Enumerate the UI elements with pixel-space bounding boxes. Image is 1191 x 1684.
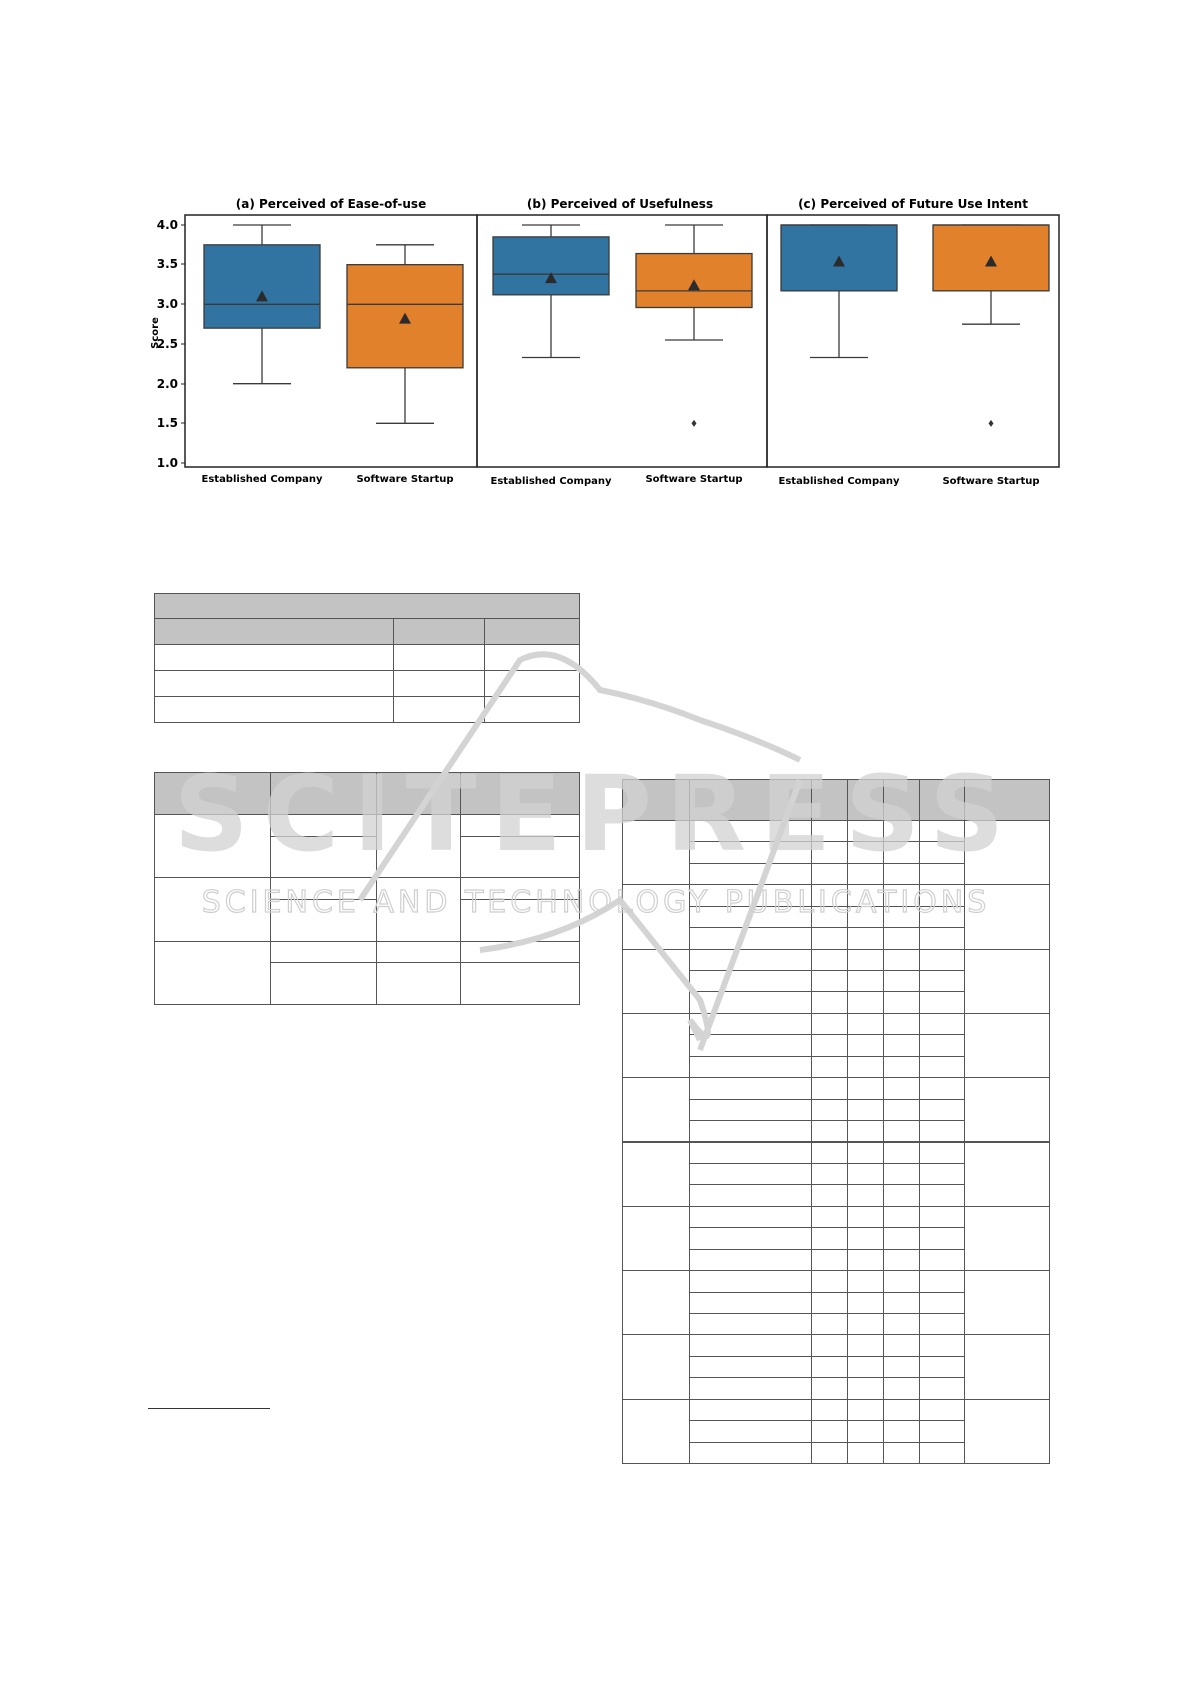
table-3-cell [689, 1013, 812, 1035]
panel-b-title: (b) Perceived of Usefulness [526, 197, 714, 211]
table-3-cell [883, 970, 920, 992]
table-2-cell [270, 877, 377, 900]
x-tick-label: Software Startup [356, 474, 454, 485]
table-3-group-cell [622, 1270, 690, 1335]
table-3-cell [919, 1249, 965, 1271]
table-2-cell [376, 814, 461, 878]
panel-a [150, 197, 477, 485]
table-3-header-cell [622, 779, 690, 821]
table-3-cell [883, 1249, 920, 1271]
table-3-cell [883, 1034, 920, 1056]
table-3-cell [883, 1270, 920, 1292]
table-3-group-cell [622, 884, 690, 949]
table-3-cell [883, 1206, 920, 1228]
table-2-group-cell [154, 814, 271, 878]
table-3-cell [847, 927, 884, 949]
table-2-cell [376, 962, 461, 1005]
table-3-cell [811, 820, 848, 842]
table-3-cell [883, 1077, 920, 1099]
table-2-cell [270, 836, 377, 878]
table-3-cell [689, 1334, 812, 1356]
x-tick-label: Established Company [778, 476, 900, 487]
table-3-cell [811, 884, 848, 906]
table-3-cell [919, 1356, 965, 1378]
table-2-header-cell [154, 772, 271, 815]
table-3-cell [811, 1120, 848, 1142]
table-3-header-cell [964, 779, 1050, 821]
panel-a-boxes [204, 225, 463, 423]
table-3-cell [811, 1334, 848, 1356]
watermark-subtext: SCIENCE AND TECHNOLOGY PUBLICATIONS [201, 885, 991, 920]
y-tick-label: 2.5 [156, 337, 178, 351]
table-2-cell [460, 941, 580, 963]
outlier-point [989, 420, 994, 427]
panel-c [767, 197, 1059, 487]
table-3-cell [689, 1163, 812, 1185]
table-3-cell [811, 1034, 848, 1056]
table-3-cell [964, 884, 1050, 949]
table-1-cell [154, 670, 394, 697]
table-3-group-cell [622, 820, 690, 885]
table-3-cell [811, 1249, 848, 1271]
table-3-cell [811, 1270, 848, 1292]
table-3-cell [689, 1227, 812, 1249]
table-2-header-cell [460, 772, 580, 815]
table-3-cell [811, 1142, 848, 1164]
table-3-cell [811, 1420, 848, 1442]
table-3-group-cell [622, 1142, 690, 1207]
y-tick-label: 1.5 [156, 416, 178, 430]
table-1-cell [393, 644, 485, 671]
table-3-cell [689, 1077, 812, 1099]
table-2-group-cell [154, 877, 271, 942]
table-3-cell [689, 970, 812, 992]
table-3-cell [811, 1377, 848, 1399]
table-3-cell [811, 1399, 848, 1421]
table-3-cell [689, 1034, 812, 1056]
table-3-header-cell [811, 779, 848, 821]
table-3-cell [883, 1056, 920, 1078]
table-3-cell [689, 1442, 812, 1464]
table-3-cell [883, 1120, 920, 1142]
y-tick-label: 2.0 [156, 377, 178, 391]
table-3-cell [847, 884, 884, 906]
table-3-cell [847, 1442, 884, 1464]
table-3-cell [689, 906, 812, 928]
table-3-cell [689, 1313, 812, 1335]
table-3-cell [811, 1056, 848, 1078]
table-3-cell [847, 1099, 884, 1121]
table-3-cell [847, 1313, 884, 1335]
table-3-cell [919, 1227, 965, 1249]
table-3-cell [689, 1292, 812, 1314]
table-3-cell [689, 1206, 812, 1228]
table-3-cell [811, 1356, 848, 1378]
table-3-cell [964, 820, 1050, 885]
table-3-cell [811, 1227, 848, 1249]
watermark-text: SCITEPRESS [173, 753, 1019, 875]
table-3-cell [689, 949, 812, 971]
table-3-group-cell [622, 1399, 690, 1464]
table-3-cell [847, 991, 884, 1013]
table-3-header-cell [689, 779, 812, 821]
table-3-cell [883, 991, 920, 1013]
table-2-cell [460, 836, 580, 878]
table-3-cell [847, 1356, 884, 1378]
table-2-cell [376, 941, 461, 963]
table-3-cell [689, 1120, 812, 1142]
table-3-cell [964, 1077, 1050, 1142]
table-3-cell [811, 1099, 848, 1121]
table-3-cell [919, 820, 965, 842]
table-3-cell [919, 1184, 965, 1206]
table-3-cell [919, 1120, 965, 1142]
table-2-cell [460, 962, 580, 1005]
table-3-cell [811, 927, 848, 949]
table-3-cell [964, 1399, 1050, 1464]
table-3-header-cell [847, 779, 884, 821]
table-3-cell [689, 1142, 812, 1164]
outlier-point [692, 420, 697, 427]
table-3-cell [847, 841, 884, 863]
table-3-cell [919, 1399, 965, 1421]
table-3-cell [847, 1077, 884, 1099]
table-3-cell [919, 1420, 965, 1442]
table-1-header-cell [484, 618, 580, 645]
table-2-cell [460, 814, 580, 837]
table-1-cell [393, 670, 485, 697]
table-3-cell [919, 1270, 965, 1292]
table-2-cell [270, 941, 377, 963]
table-3-cell [811, 1013, 848, 1035]
table-1-header-cell [154, 618, 394, 645]
table-3-cell [964, 1270, 1050, 1335]
y-tick-label: 3.0 [156, 297, 178, 311]
table-3-cell [689, 1184, 812, 1206]
table-3-cell [964, 1334, 1050, 1399]
table-3-cell [883, 1313, 920, 1335]
table-3-cell [847, 1377, 884, 1399]
table-3-cell [689, 1420, 812, 1442]
table-3-cell [883, 1442, 920, 1464]
table-3-cell [919, 1034, 965, 1056]
table-3-cell [811, 949, 848, 971]
table-3-cell [847, 1206, 884, 1228]
table-3-cell [689, 1056, 812, 1078]
table-3-cell [919, 1442, 965, 1464]
table-3-cell [689, 884, 812, 906]
table-3-cell [883, 1334, 920, 1356]
table-3-cell [847, 1120, 884, 1142]
table-3-cell [919, 949, 965, 971]
table-3-cell [689, 1249, 812, 1271]
table-3-cell [847, 1420, 884, 1442]
table-3-cell [847, 1270, 884, 1292]
table-3-cell [883, 1377, 920, 1399]
table-3-cell [883, 1292, 920, 1314]
table-3-cell [919, 1077, 965, 1099]
table-2-cell [270, 899, 377, 942]
table-2-cell [460, 877, 580, 900]
table-3-cell [883, 1399, 920, 1421]
table-3-cell [811, 1292, 848, 1314]
table-3-cell [847, 1227, 884, 1249]
table-3-cell [883, 841, 920, 863]
table-3-cell [883, 1163, 920, 1185]
table-3-cell [883, 1420, 920, 1442]
table-1-cell [154, 644, 394, 671]
panel-a-title: (a) Perceived of Ease-of-use [235, 197, 427, 211]
table-3-cell [883, 1184, 920, 1206]
panel-b-boxes [493, 225, 752, 427]
table-3-cell [883, 906, 920, 928]
table-3-cell [689, 991, 812, 1013]
table-2-cell [460, 899, 580, 942]
table-3-cell [811, 991, 848, 1013]
table-1-cell [393, 696, 485, 723]
table-3-cell [689, 927, 812, 949]
table-3-cell [919, 1099, 965, 1121]
table-3-cell [811, 841, 848, 863]
boxplot-figure [0, 0, 1191, 520]
table-3-cell [919, 1206, 965, 1228]
table-3-cell [919, 1313, 965, 1335]
table-3-cell [964, 1013, 1050, 1078]
table-3-cell [811, 1184, 848, 1206]
table-3-cell [689, 1099, 812, 1121]
table-1-header-cell [393, 618, 485, 645]
panel-b [477, 197, 767, 487]
panel-c-boxes [781, 225, 1049, 427]
x-tick-label: Software Startup [942, 476, 1040, 487]
table-2-cell [376, 877, 461, 942]
table-3-cell [847, 1184, 884, 1206]
x-tick-label: Established Company [201, 474, 323, 485]
footnote-rule [148, 1408, 270, 1409]
table-3-cell [811, 1077, 848, 1099]
table-3-cell [919, 1142, 965, 1164]
table-3-cell [689, 1399, 812, 1421]
table-3-cell [883, 1356, 920, 1378]
table-3-group-cell [622, 1206, 690, 1271]
table-3-cell [847, 970, 884, 992]
table-3-cell [919, 906, 965, 928]
table-3-cell [689, 841, 812, 863]
table-1-caption-row [154, 593, 580, 619]
table-3-cell [811, 1163, 848, 1185]
y-tick-label: 4.0 [156, 218, 178, 232]
table-3-cell [964, 1206, 1050, 1271]
table-2-header-cell [376, 772, 461, 815]
box-iqr [204, 245, 320, 328]
table-3-group-cell [622, 1013, 690, 1078]
table-3-cell [919, 927, 965, 949]
table-3-cell [919, 1163, 965, 1185]
table-3-cell [847, 1334, 884, 1356]
table-3-cell [919, 970, 965, 992]
table-3-cell [847, 1056, 884, 1078]
table-1-cell [484, 670, 580, 697]
table-3-cell [847, 1034, 884, 1056]
x-tick-label: Software Startup [645, 474, 743, 485]
table-3-group-cell [622, 1334, 690, 1399]
y-tick-label: 3.5 [156, 257, 178, 271]
table-3-cell [689, 863, 812, 885]
table-2-group-cell [154, 941, 271, 1005]
table-3-cell [883, 949, 920, 971]
table-1-cell [484, 644, 580, 671]
table-3-cell [847, 906, 884, 928]
table-1-cell [484, 696, 580, 723]
table-3-cell [883, 927, 920, 949]
table-3-cell [883, 1099, 920, 1121]
table-2-cell [270, 814, 377, 837]
table-3-cell [689, 820, 812, 842]
table-3-cell [883, 884, 920, 906]
table-3-cell [847, 1249, 884, 1271]
table-3-cell [964, 1142, 1050, 1207]
table-3-header-cell [919, 779, 965, 821]
table-3-cell [689, 1270, 812, 1292]
table-3-cell [811, 1442, 848, 1464]
table-3-cell [847, 1399, 884, 1421]
table-3-cell [847, 949, 884, 971]
table-3-cell [919, 1377, 965, 1399]
table-3-cell [919, 991, 965, 1013]
table-3-cell [883, 1142, 920, 1164]
table-3-cell [883, 863, 920, 885]
table-3-group-cell [622, 1077, 690, 1142]
table-3-cell [811, 1206, 848, 1228]
table-3-cell [919, 1013, 965, 1035]
table-3-cell [919, 1056, 965, 1078]
table-3-cell [919, 1334, 965, 1356]
table-3-cell [847, 863, 884, 885]
table-3-cell [964, 949, 1050, 1014]
panel-c-title: (c) Perceived of Future Use Intent [798, 197, 1028, 211]
table-3-cell [689, 1356, 812, 1378]
table-3-cell [811, 1313, 848, 1335]
table-3-cell [811, 906, 848, 928]
table-1-cell [154, 696, 394, 723]
table-3-cell [811, 970, 848, 992]
table-3-cell [689, 1377, 812, 1399]
table-2-cell [270, 962, 377, 1005]
table-2-header-cell [270, 772, 377, 815]
table-3-header-cell [883, 779, 920, 821]
table-3-group-cell [622, 949, 690, 1014]
table-3-cell [883, 1227, 920, 1249]
table-3-cell [919, 1292, 965, 1314]
table-3-cell [847, 1142, 884, 1164]
table-3-cell [847, 820, 884, 842]
box-iqr [493, 237, 609, 295]
table-3-cell [919, 884, 965, 906]
y-axis-label: Score [150, 317, 161, 349]
table-3-cell [847, 1013, 884, 1035]
table-3-cell [883, 1013, 920, 1035]
table-3-cell [919, 841, 965, 863]
table-3-cell [919, 863, 965, 885]
table-3-cell [847, 1163, 884, 1185]
y-tick-label: 1.0 [156, 456, 178, 470]
table-3-cell [847, 1292, 884, 1314]
table-3-cell [883, 820, 920, 842]
table-3-cell [811, 863, 848, 885]
x-tick-label: Established Company [490, 476, 612, 487]
